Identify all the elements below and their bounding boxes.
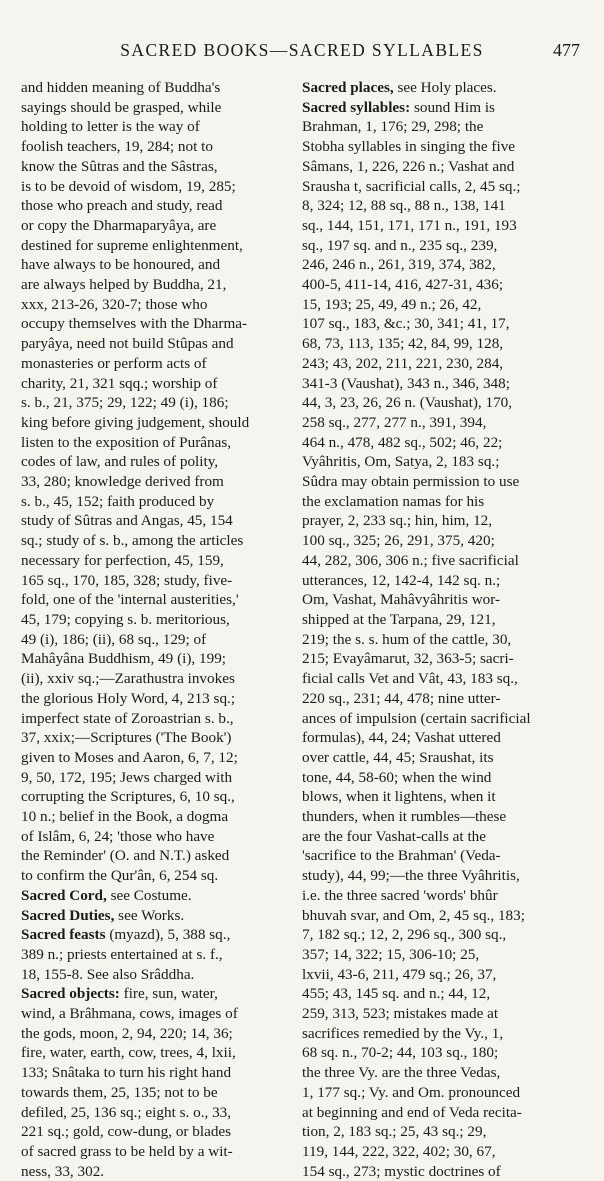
- text-line: s. b., 45, 152; faith produced by: [21, 492, 215, 510]
- text-line: listen to the exposition of Purânas,: [21, 433, 232, 451]
- text-line: have always to be honoured, and: [21, 256, 221, 274]
- text-line: 44, 282, 306, 306 n.; five sacrificial: [302, 551, 519, 569]
- index-entry-sacred-syllables: [302, 98, 584, 118]
- text-line: wind, a Brâhmana, cows, images of: [21, 1005, 238, 1023]
- running-head: [0, 38, 604, 62]
- text-line: Stobha syllables in singing the five: [302, 138, 516, 156]
- text-line: ances of impulsion (certain sacrificial: [302, 709, 531, 727]
- text-line: 258 sq., 277, 277 n., 391, 394,: [302, 413, 487, 431]
- text-line: Srausha t, sacrificial calls, 2, 45 sq.;: [302, 177, 521, 195]
- entry-text: sound Him is: [410, 98, 495, 116]
- text-line: or copy the Dharmaparyâya, are: [21, 216, 217, 234]
- text-line: 357; 14, 322; 15, 306-10; 25,: [302, 945, 480, 963]
- text-line: Om, Vashat, Mahâvyâhritis wor-: [302, 591, 501, 609]
- index-entry-sacred-places: [302, 78, 584, 98]
- text-line: 119, 144, 222, 322, 402; 30, 67,: [302, 1142, 496, 1160]
- text-line: 219; the s. s. hum of the cattle, 30,: [302, 630, 512, 648]
- text-line: 15, 193; 25, 49, 49 n.; 26, 42,: [302, 295, 482, 313]
- text-line: 243; 43, 202, 211, 221, 230, 284,: [302, 354, 504, 372]
- index-entry-sacred-feasts: [21, 925, 303, 945]
- entry-heading: Sacred feasts: [21, 926, 106, 944]
- text-line: the Reminder' (O. and N.T.) asked: [21, 847, 230, 865]
- entry-text: (myazd), 5, 388 sq.,: [105, 926, 231, 944]
- text-line: are the four Vashat-calls at the: [302, 827, 486, 845]
- text-line: utterances, 12, 142-4, 142 sq. n.;: [302, 571, 501, 589]
- text-line: holding to letter is the way of: [21, 118, 200, 136]
- index-entry-sacred-duties: [21, 906, 303, 926]
- text-line: 464 n., 478, 482 sq., 502; 46, 22;: [302, 433, 503, 451]
- text-line: 400-5, 411-14, 416, 427-31, 436;: [302, 276, 504, 294]
- text-line: 165 sq., 170, 185, 328; study, five-: [21, 571, 233, 589]
- text-line: 44, 3, 23, 26, 26 n. (Vaushat), 170,: [302, 394, 513, 412]
- text-line: 10 n.; belief in the Book, a dogma: [21, 808, 229, 826]
- text-line: 49 (i), 186; (ii), 68 sq., 129; of: [21, 630, 207, 648]
- index-entry-sacred-objects: [21, 984, 303, 1004]
- text-line: 154 sq., 273; mystic doctrines of: [302, 1162, 501, 1180]
- text-line: towards them, 25, 135; not to be: [21, 1083, 218, 1101]
- text-line: are always helped by Buddha, 21,: [21, 276, 227, 294]
- text-line: 68, 73, 113, 135; 42, 84, 99, 128,: [302, 335, 504, 353]
- text-line: necessary for perfection, 45, 159,: [21, 551, 224, 569]
- entry-text: see Works.: [114, 906, 185, 924]
- text-line: sq., 144, 151, 171, 171 n., 191, 193: [302, 216, 517, 234]
- text-line: given to Moses and Aaron, 6, 7, 12;: [21, 748, 238, 766]
- text-line: the gods, moon, 2, 94, 220; 14, 36;: [21, 1024, 233, 1042]
- sacred-objects-lines: [21, 1004, 303, 1181]
- text-line: Brahman, 1, 176; 29, 298; the: [302, 118, 484, 136]
- text-line: Sûdra may obtain permission to use: [302, 473, 520, 491]
- text-line: fold, one of the 'internal austerities,': [21, 591, 239, 609]
- text-line: 389 n.; priests entertained at s. f.,: [21, 945, 223, 963]
- text-line: 7, 182 sq.; 12, 2, 296 sq., 300 sq.,: [302, 926, 507, 944]
- text-line: 455; 43, 145 sq. and n.; 44, 12,: [302, 985, 491, 1003]
- left-column: [21, 78, 303, 1181]
- text-line: (ii), xxiv sq.;—Zarathustra invokes: [21, 670, 235, 688]
- text-line: 'sacrifice to the Brahman' (Veda-: [302, 847, 501, 865]
- text-line: Sâmans, 1, 226, 226 n.; Vashat and: [302, 157, 515, 175]
- text-line: 100 sq., 325; 26, 291, 375, 420;: [302, 532, 495, 550]
- text-line: blows, when it lightens, when it: [302, 788, 496, 806]
- text-line: 107 sq., 183, &c.; 30, 341; 41, 17,: [302, 315, 510, 333]
- text-line: imperfect state of Zoroastrian s. b.,: [21, 709, 234, 727]
- text-line: the glorious Holy Word, 4, 213 sq.;: [21, 689, 236, 707]
- text-line: paryâya, need not build Stûpas and: [21, 335, 234, 353]
- text-line: 259, 313, 523; mistakes made at: [302, 1005, 499, 1023]
- text-line: study of Sûtras and Angas, 45, 154: [21, 512, 233, 530]
- text-line: occupy themselves with the Dharma-: [21, 315, 248, 333]
- text-line: sayings should be grasped, while: [21, 98, 222, 116]
- text-line: 45, 179; copying s. b. meritorious,: [21, 610, 230, 628]
- entry-heading: Sacred Duties,: [21, 906, 115, 924]
- text-line: thunders, when it rumbles—these: [302, 808, 507, 826]
- text-line: 221 sq.; gold, cow-dung, or blades: [21, 1123, 232, 1141]
- text-line: the three Vy. are the three Vedas,: [302, 1064, 501, 1082]
- text-line: to confirm the Qur'ân, 6, 254 sq.: [21, 867, 219, 885]
- entry-heading: Sacred syllables:: [302, 98, 411, 116]
- text-line: corrupting the Scriptures, 6, 10 sq.,: [21, 788, 235, 806]
- right-column: [302, 78, 584, 1181]
- text-line: 37, xxix;—Scriptures ('The Book'): [21, 729, 232, 747]
- text-line: 341-3 (Vaushat), 343 n., 346, 348;: [302, 374, 510, 392]
- text-line: 33, 280; knowledge derived from: [21, 473, 224, 491]
- text-line: ness, 33, 302.: [21, 1162, 105, 1180]
- entry-text: see Holy places.: [393, 79, 497, 96]
- text-line: over cattle, 44, 45; Sraushat, its: [302, 748, 494, 766]
- text-line: king before giving judgement, should: [21, 413, 250, 431]
- entry-text: fire, sun, water,: [119, 985, 218, 1003]
- text-line: Mahâyâna Buddhism, 49 (i), 199;: [21, 650, 227, 668]
- text-line: defiled, 25, 136 sq.; eight s. o., 33,: [21, 1103, 232, 1121]
- text-line: the exclamation namas for his: [302, 492, 485, 510]
- text-line: at beginning and end of Veda recita-: [302, 1103, 522, 1121]
- text-line: shipped at the Tarpana, 29, 121,: [302, 610, 496, 628]
- text-line: charity, 21, 321 sqq.; worship of: [21, 374, 218, 392]
- text-line: 9, 50, 172, 195; Jews charged with: [21, 768, 233, 786]
- text-line: 246, 246 n., 261, 319, 374, 382,: [302, 256, 496, 274]
- text-line: and hidden meaning of Buddha's: [21, 79, 221, 96]
- sacred-syllables-lines: [302, 117, 584, 1181]
- entry-heading: Sacred places,: [302, 79, 394, 96]
- text-line: sacrifices remedied by the Vy., 1,: [302, 1024, 504, 1042]
- text-line: 8, 324; 12, 88 sq., 88 n., 138, 141: [302, 197, 506, 215]
- text-line: 133; Snâtaka to turn his right hand: [21, 1064, 232, 1082]
- text-line: 68 sq. n., 70-2; 44, 103 sq., 180;: [302, 1044, 499, 1062]
- running-title: SACRED BOOKS—SACRED SYLLABLES: [120, 40, 484, 60]
- entry-heading: Sacred objects:: [21, 985, 120, 1003]
- text-line: foolish teachers, 19, 284; not to: [21, 138, 213, 156]
- text-line: sq., 197 sq. and n., 235 sq., 239,: [302, 236, 498, 254]
- text-line: 220 sq., 231; 44, 478; nine utter-: [302, 689, 501, 707]
- text-line: destined for supreme enlightenment,: [21, 236, 243, 254]
- text-line: know the Sûtras and the Sâstras,: [21, 157, 218, 175]
- text-line: s. b., 21, 375; 29, 122; 49 (i), 186;: [21, 394, 229, 412]
- text-line: tion, 2, 183 sq.; 25, 43 sq.; 29,: [302, 1123, 487, 1141]
- entry-text: see Costume.: [106, 886, 192, 904]
- text-line: tone, 44, 58-60; when the wind: [302, 768, 492, 786]
- text-line: Vyâhritis, Om, Satya, 2, 183 sq.;: [302, 453, 500, 471]
- text-line: 1, 177 sq.; Vy. and Om. pronounced: [302, 1083, 521, 1101]
- text-line: of Islâm, 6, 24; 'those who have: [21, 827, 215, 845]
- text-line: ficial calls Vet and Vât, 43, 183 sq.,: [302, 670, 518, 688]
- text-line: of sacred grass to be held by a wit-: [21, 1142, 233, 1160]
- text-line: 18, 155-8. See also Srâddha.: [21, 965, 195, 983]
- entry-heading: Sacred Cord,: [21, 886, 107, 904]
- text-line: sq.; study of s. b., among the articles: [21, 532, 244, 550]
- index-entry-sacred-cord: [21, 886, 303, 906]
- text-line: fire, water, earth, cow, trees, 4, lxii,: [21, 1044, 236, 1062]
- page-number: 477: [553, 40, 580, 60]
- text-line: xxx, 213-26, 320-7; those who: [21, 295, 208, 313]
- text-line: prayer, 2, 233 sq.; hin, him, 12,: [302, 512, 493, 530]
- text-line: lxvii, 43-6, 211, 479 sq.; 26, 37,: [302, 965, 497, 983]
- text-line: study), 44, 99;—the three Vyâhritis,: [302, 867, 520, 885]
- text-line: 215; Evayâmarut, 32, 363-5; sacri-: [302, 650, 514, 668]
- left-column-lines: [21, 78, 303, 886]
- text-line: monasteries or perform acts of: [21, 354, 207, 372]
- text-line: is to be devoid of wisdom, 19, 285;: [21, 177, 236, 195]
- text-line: those who preach and study, read: [21, 197, 223, 215]
- text-line: i.e. the three sacred 'words' bhûr: [302, 886, 498, 904]
- text-line: bhuvah svar, and Om, 2, 45 sq., 183;: [302, 906, 525, 924]
- sacred-feasts-continuation: [21, 945, 303, 984]
- text-line: codes of law, and rules of polity,: [21, 453, 219, 471]
- text-line: formulas), 44, 24; Vashat uttered: [302, 729, 501, 747]
